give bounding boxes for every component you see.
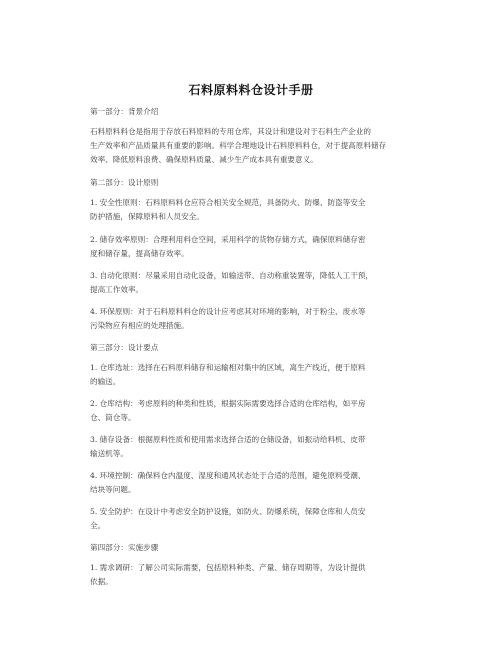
- paragraph-background: 石料原料料仓是指用于存放石料原料的专用仓库，其设计和建设对于石料生产企业的 生产效率和产品质量具有重要的影响。科学合理地设计石料原料料仓，对于提高原料储存 效率、降低原料浪费、确保原料质量、减少生产成本具有重要意义。: [90, 127, 387, 164]
- section-heading-4: 第四部分：实施步骤: [90, 543, 159, 552]
- paragraph-step-1: 1. 需求调研：了解公司实际需要，包括原料种类、产量、储存周期等，为设计提供 依据。: [90, 563, 366, 586]
- paragraph-point-5: 5. 安全防护：在设计中考虑安全防护设施，如防火、防爆系统，保障仓库和人员安 全。: [90, 507, 366, 530]
- paragraph-point-3: 3. 储存设备：根据原料性质和使用需求选择合适的仓储设备，如振动给料机、皮带 输送机等。: [90, 435, 366, 458]
- paragraph-principle-4: 4. 环保原则：对于石料原料料仓的设计应考虑其对环境的影响，对于粉尘、废水等 污染物应有相应的处理措施。: [90, 307, 366, 330]
- section-heading-3: 第三部分：设计要点: [90, 343, 159, 352]
- paragraph-point-2: 2. 仓库结构：考虑原料的种类和性质，根据实际需要选择合适的仓库结构，如平房 仓、筒仓等。: [90, 399, 366, 422]
- paragraph-principle-2: 2. 储存效率原则：合理利用料仓空间，采用科学的货物存储方式，确保原料储存密 度和储存量，提高储存效率。: [90, 235, 366, 258]
- document-title: 石料原料料仓设计手册: [188, 83, 314, 97]
- paragraph-point-1: 1. 仓库选址：选择在石料原料储存和运输相对集中的区域，离生产线近，便于原料 的输送。: [90, 363, 366, 386]
- section-heading-1: 第一部分：背景介绍: [90, 107, 159, 116]
- paragraph-principle-3: 3. 自动化原则：尽量采用自动化设备，如输送带、自动称重装置等，降低人工干预， 提高工作效率。: [90, 271, 374, 294]
- paragraph-principle-1: 1. 安全性原则：石料原料料仓应符合相关安全规范，具备防火、防爆、防盗等安全 防护措施，保障原料和人员安全。: [90, 198, 366, 221]
- paragraph-point-4: 4. 环境控制：确保料仓内温度、湿度和通风状态处于合适的范围，避免原料受潮、 结块等问题。: [90, 471, 366, 494]
- section-heading-2: 第二部分：设计原则: [90, 178, 159, 187]
